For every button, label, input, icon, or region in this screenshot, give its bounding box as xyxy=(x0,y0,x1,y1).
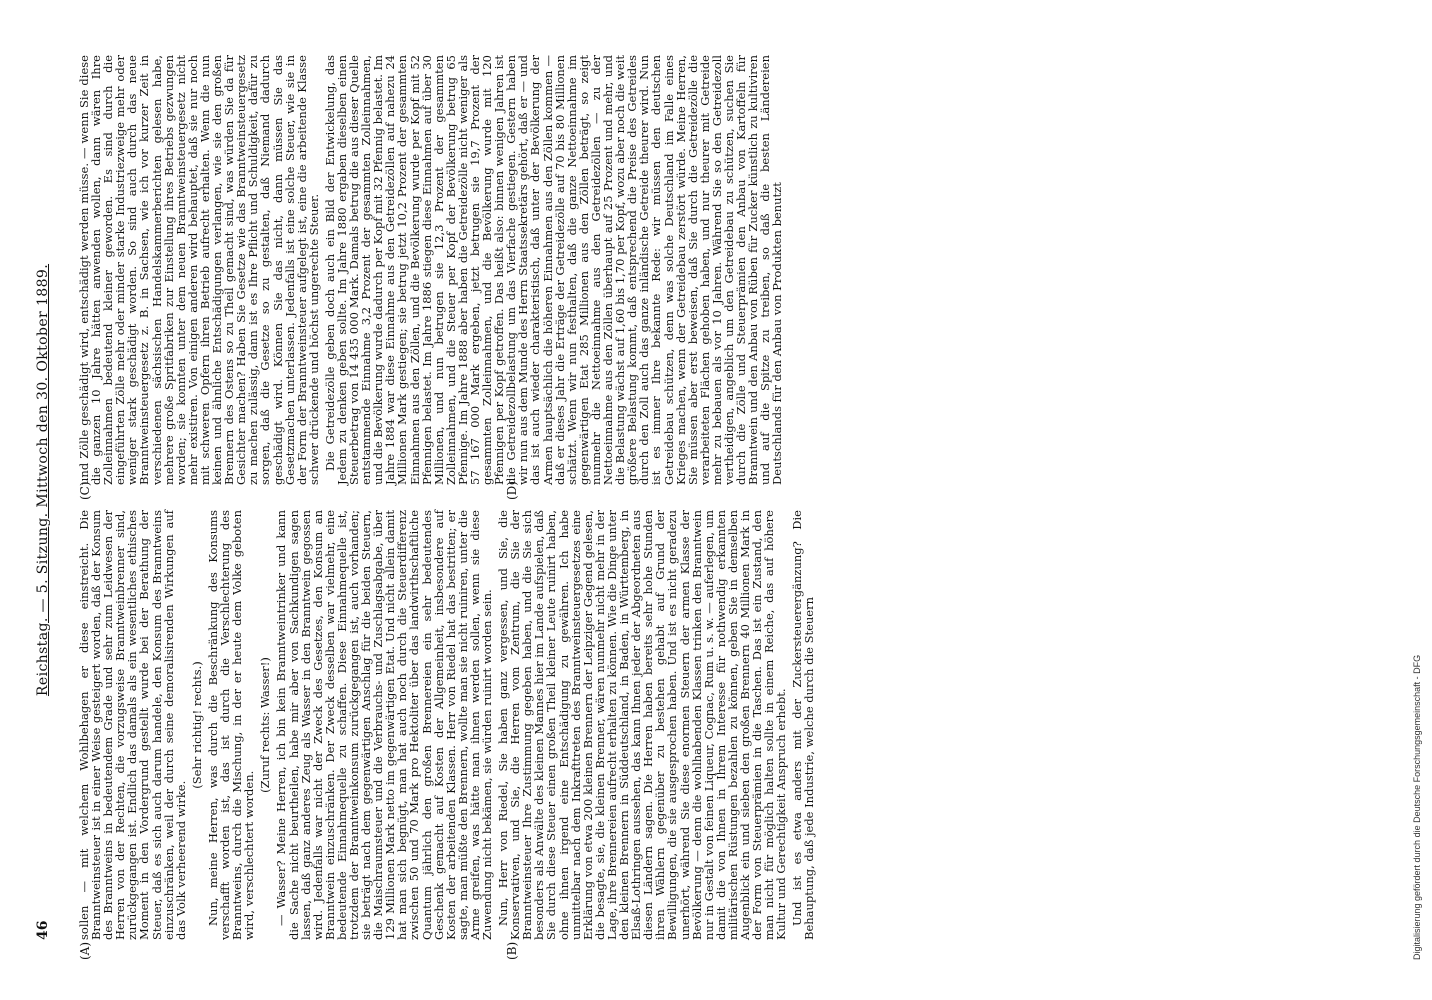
paragraph: Die Getreidezölle geben doch auch ein Bild der Entwickelung, das Jedem zu denken geben sollte. Im Jahre 1880 ergaben dieselben einen Steuerbetrag von 14 435 000 Mark. Damals betrug die aus dieser Quelle entstammende Einnahme 3,2 Prozent der gesammten Zolleinnahmen, und die Bevölkerung wurde dadurch per Kopf mit 32 Pfennig belastet. Im Jahre 1884 war diese Einnahme aus den Getreidezöllen auf nahezu 24 Millionen Mark gestiegen; sie betrug jetzt 10,2 Prozent der gesammten Einnahmen aus den Zöllen, und die Bevölkerung wurde per Kopf mit 52 Pfennigen belastet. Im Jahre 1886 stiegen diese Einnahmen auf über 30 Millionen, und nun betrugen sie 12,3 Prozent der gesammten Zolleinnahmen, und die Steuer per Kopf der Bevölkerung betrug 65 Pfennige. Im Jahre 1888 aber haben die Getreidezölle nicht weniger als 57 167 000 Mark ergeben, jetzt betrugen sie 19,7 Prozent der gesammten Zolleinnahmen, und die Bevölkerung wurde mit 120 Pfennigen per Kopf getroffen. Das heißt also: binnen wenigen Jahren ist die Getreidezollbelastung um das Vierfache gestiegen. Gestern haben wir nun aus dem Munde des Herrn Staatssekretärs gehört, daß er — und das ist auch wieder charakteristisch, daß unter der Bevölkerung der Armen hauptsächlich die höheren Einnahmen aus den Zöllen kommen — daß er dieses Jahr die Erträge der Getreidezölle auf 70 bis 80 Millionen schätzt. Wenn wir nun festhalten, daß die ganze Nettoeinnahme im gegenwärtigen Etat 285 Millionen aus den Zöllen beträgt, so zeigt nunmehr die Nettoeinnahme aus den Getreidezöllen — zu der Nettoeinnahme aus den Zöllen überhaupt auf 25 Prozent und mehr, und die Belastung wächst auf 1,60 bis 1,70 per Kopf, wozu aber noch die weit größere Belastung kommt, daß entsprechend die Preise des Getreides durch den Zoll auch das ganze inländische Getreide theurer wird. Nun ist es immer Ihre bekannte Rede: wir müssen den deutschen Getreidebau schützen, denn was solche Deutschland im Falle eines Krieges machen, wenn der Getreidebau zerstört würde. Meine Herren, Sie müssen aber erst beweisen, daß Sie durch die Getreidezölle die verarbeiteten Flächen gehoben haben, und nur theurer mit Getreide mehr zu bebauen als vor 10 Jahren. Während Sie so den Getreidezoll vertheidigen, angeblich um den Getreidebau zu schützen, suchen Sie durch die Zölle und Steuerprämien den Anbau von Kartoffeln für Branntwein und den Anbau von Rüben für Zucker künstlich zu kultiviren und auf die Spitze zu treiben, so daß die besten Ländereien Deutschlands für den Anbau von Produkten benutzt xyxy=(322,54,785,485)
paragraph: Nun, Herr von Riedel, Sie haben ganz vergessen, und Sie, die Konservativen, und Sie, die Herren vom Zentrum, die Sie der Branntweinsteuer Ihre Zustimmung gegeben haben, und die Sie sich besonders als Anwälte des kleinen Mannes hier im Lande aufspielen, daß Sie durch diese Steuer einen großen Theil kleiner Leute ruinirt haben, ohne ihnen irgend eine Entschädigung zu gewähren. Ich habe unmittelbar nach dem Inkrafttreten des Branntweinsteuergesetzes eine Erklärung von etwa 200 kleinen Brennern der Leipziger Gegend gelesen, die besagte, sie, die kleinen Brenner, wären nunmehr nicht mehr in der Lage, ihre Brennereien aufrecht erhalten zu können. Wie die Dinge unter den kleinen Brennern in Süddeutschland, in Baden, in Württemberg, in Elsaß-Lothringen aussehen, das kann Ihnen jeder der Abgeordneten aus diesen Ländern sagen. Die Herren haben bereits sehr hohe Stunden ihren Wählern gegenüber zu bestehen gehabt auf Grund der Bewilligungen, die sie ausgesprochen haben. Und ist es nicht geradezu unerhört, während Sie diese enormen Steuern der armen Klasse der Bevölkerung — denn die wohlhabenden Klassen trinken den Branntwein nur in Gestalt von feinen Liqueur, Cognac, Rum u. s. w. — auferlegen, um damit die von Ihnen in Ihrem Interesse für nothwendig erkannten militärischen Rüstungen bezahlen zu können, geben Sie in demselben Augenblick ein und sieben den großen Brennern 40 Millionen Mark in der Form von Steuerprämien in die Taschen. Das ist ein Zustand, den man nicht für möglich halten sollte in einem Reiche, das auf höhere Kultur und Gerechtigkeit Anspruch erhebt. xyxy=(496,510,789,940)
paragraph: Und ist es etwa anders mit der Zuckersteuerergänzung? Die Behauptung, daß jede Industrie, welche durch die Steuern xyxy=(790,510,817,940)
margin-letter-a: (A) xyxy=(78,941,92,960)
margin-letter-d: (D) xyxy=(505,481,519,500)
paragraph: — Wasser? Meine Herren, ich bin kein Branntweintrinker und kann die Sache nicht beurtheilen, habe mir aber von Sachkundigen sagen lassen, daß ganz anderes Zeug als Wasser in den Branntwein gegossen wird. Jedenfalls war nicht der Zweck des Gesetzes, den Konsum an Branntwein einzuschränken. Der Zweck desselben war vielmehr, eine bedeutende Einnahmequelle zu schaffen. Diese Einnahmequelle ist, trotzdem der Branntweinkonsum zurückgegangen ist, auch vorhanden; sie beträgt nach dem gegenwärtigen Anschlag für die beiden Steuern, die Maischraumsteuer und die Verbrauchs- und Zuschlagsabgabe, über 129 Millionen Mark netto im gegenwärtigen Etat. Und nicht allein damit hat man sich begnügt, man hat auch noch durch die Steuerdifferenz zwischen 50 und 70 Mark pro Hektoliter über das landwirthschaftliche Quantum jährlich den großen Brennereien ein sehr bedeutendes Geschenk gemacht auf Kosten der Allgemeinheit, insbesondere auf Kosten der arbeitenden Klassen. Herr von Riedel hat das bestritten; er sagte, man müßte den Brennern, wollte man sie nicht ruiniren, unter die Arme greifen, was hätte man ihnen werden sollen, wenn sie diese Zuwendung nicht bekämen, sie würden ruinirt worden sein. xyxy=(274,510,494,940)
paragraph: und Zölle geschädigt wird, entschädigt werden müsse. — wenn Sie diese die ganzen 10 Jahre hätten anwenden wollen, dann wären Ihre Zolleinnahmen bedeutend kleiner geworden. Es sind durch die eingeführten Zölle mehr oder minder starke Industriezweige mehr oder weniger stark geschädigt worden. So sind auch durch das neue Branntweinsteuergesetz z. B. in Sachsen, wie ich vor kurzer Zeit in verschiedenen sächsischen Handelskammerberichten gelesen habe, mehrere große Spritfabriken zur Einstellung ihres Betriebs gezwungen worden; sie konnten unter dem neuen Branntweinsteuergesetz nicht mehr existiren. Von einigen anderen wird behauptet, daß sie nur noch mit schweren Opfern ihren Betrieb aufrecht erhalten. Wenn die nun keinen und ähnliche Entschädigungen verlangen, wie sie den großen Brennern des Ostens so zu Theil gemacht sind, was würden Sie da für Gesichter machen? Haben Sie Gesetze wie das Branntweinsteuergesetz zu machen zulässig, dann ist es Ihre Pflicht und Schuldigkeit, dafür zu sorgen, daß die Gesetze so zu gestalten, daß Niemand dadurch geschädigt wird. Können Sie das nicht, dann müssen Sie das Gesetzmachen unterlassen. Jedenfalls ist eine solche Steuer, wie sie in der Form der Branntweinsteuer aufgelegt ist, eine die arbeitende Klasse schwer drückende und höchst ungerechte Steuer. xyxy=(77,55,321,485)
text-column-right xyxy=(77,54,785,485)
text-column-left xyxy=(77,510,817,940)
paragraph: sollen — mit welchem Wohlbehagen er diese einstreicht. Die Branntweinsteuer ist in einer Weise gesteigert worden, daß der Konsum des Branntweins in bedeutendem Grade und sehr zum Leidwesen der Herren von der Rechten, die vorzugsweise Branntweinbrenner sind, zurückgegangen ist. Endlich das damals als ein wesentliches ethisches Moment in den Vordergrund gestellt wurde bei der Berathung der Steuer, daß es sich auch darum handele, den Konsum des Branntweins einzuschränken, weil der durch seine demoralisirenden Wirkungen auf das Volk verheerend wirke. xyxy=(77,510,188,940)
margin-letter-b: (B) xyxy=(505,941,519,960)
interjection: (Zuruf rechts: Wasser!) xyxy=(258,657,273,793)
margin-letter-c: (C) xyxy=(78,481,92,500)
paragraph: Nun, meine Herren, was durch die Beschränkung des Konsums verschafft worden ist, das ist durch die Verschlechterung des Branntweins, durch die Mischung, in der er heute dem Volke geboten wird, verschlechtert worden. xyxy=(205,510,257,940)
interjection: (Sehr richtig! rechts.) xyxy=(189,661,204,789)
page-header xyxy=(28,20,68,940)
digitization-credit: Digitalisierung gefördert durch die Deutsche Forschungsgemeinschaft - DFG xyxy=(1412,654,1422,960)
page-number: 46 xyxy=(35,920,51,940)
running-title: Reichstag. — 5. Sitzung. Mittwoch den 30. Oktober 1889. xyxy=(35,263,51,697)
